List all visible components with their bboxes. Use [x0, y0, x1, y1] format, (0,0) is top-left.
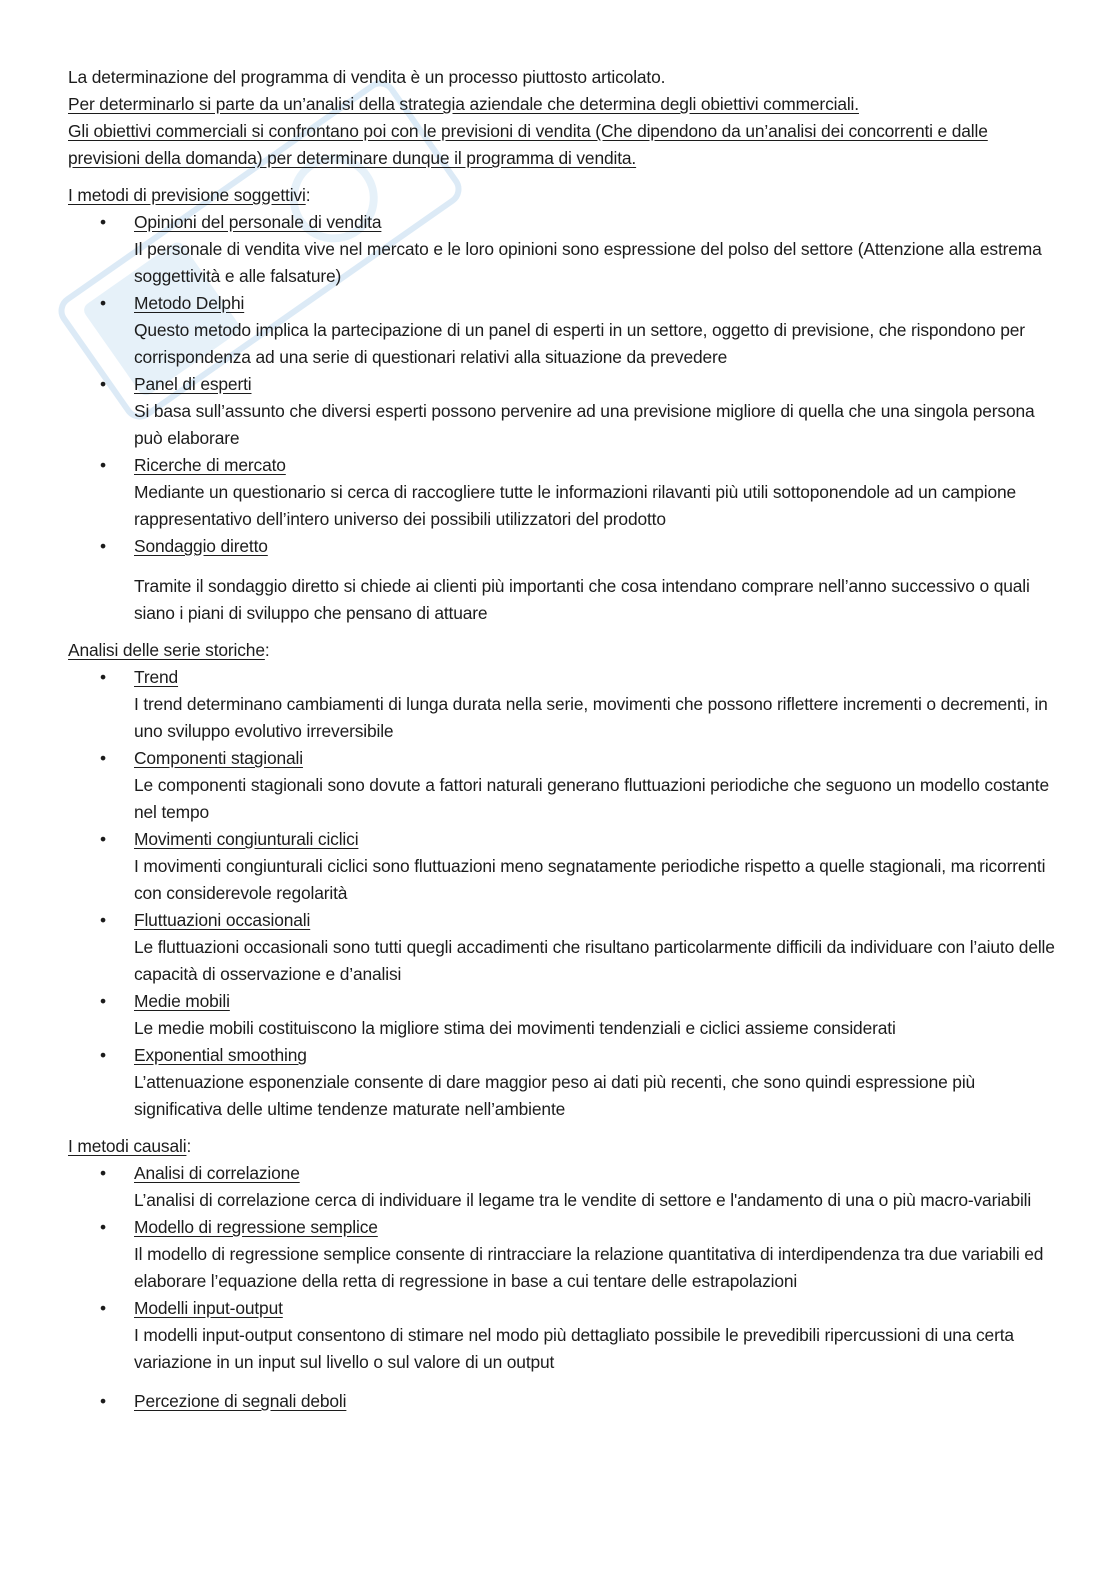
section-serie-storiche: [68, 637, 1058, 1123]
section-causali: [68, 1133, 1058, 1415]
item-list: [68, 664, 1058, 1123]
item-title: • Opinioni del personale di vendita: [134, 212, 382, 232]
section-title: I metodi di previsione soggettivi:: [68, 185, 311, 205]
item-title: • Exponential smoothing: [134, 1045, 307, 1065]
item-title: • Trend: [134, 667, 179, 687]
list-item: [68, 1160, 1058, 1214]
item-list: [68, 209, 1058, 627]
item-title: • Medie mobili: [134, 991, 230, 1011]
item-description: Il personale di vendita vive nel mercato e le loro opinioni sono espressione del polso del settore (Attenzione alla estrema soggettività e alle falsature): [134, 239, 1042, 286]
item-description: Questo metodo implica la partecipazione di un panel di esperti in un settore, oggetto di previsione, che rispondono per corrispondenza ad una serie di questionari relativi alla situazione da prevedere: [134, 320, 1025, 367]
intro-line-1: La determinazione del programma di vendita è un processo piuttosto articolato.: [68, 67, 666, 87]
list-item: [68, 664, 1058, 745]
section-title: I metodi causali:: [68, 1136, 192, 1156]
list-item: [68, 533, 1058, 627]
item-title: • Ricerche di mercato: [134, 455, 286, 475]
list-item: [68, 988, 1058, 1042]
item-title: • Componenti stagionali: [134, 748, 303, 768]
item-description: Le componenti stagionali sono dovute a fattori naturali generano fluttuazioni periodiche che seguono un modello costante nel tempo: [134, 775, 1049, 822]
item-description: Si basa sull’assunto che diversi esperti possono pervenire ad una previsione migliore di quella che una singola persona può elaborare: [134, 401, 1035, 448]
list-item: [68, 290, 1058, 371]
intro-line-2: Per determinarlo si parte da un’analisi della strategia aziendale che determina degli obiettivi commerciali.: [68, 94, 859, 114]
item-title: • Modelli input-output: [134, 1298, 283, 1318]
list-item: [68, 371, 1058, 452]
list-item: [68, 1042, 1058, 1123]
list-item: [68, 1214, 1058, 1295]
list-item: [68, 907, 1058, 988]
item-title: • Modello di regressione semplice: [134, 1217, 378, 1237]
item-description: Il modello di regressione semplice consente di rintracciare la relazione quantitativa di interdipendenza tra due variabili ed elaborare l’equazione della retta di regressione in base a cui tentare delle estrapolazioni: [134, 1244, 1044, 1291]
section-soggettivi: [68, 182, 1058, 627]
section-title: Analisi delle serie storiche:: [68, 640, 270, 660]
item-title: • Fluttuazioni occasionali: [134, 910, 311, 930]
list-item: [68, 1295, 1058, 1376]
item-description: Le medie mobili costituiscono la migliore stima dei movimenti tendenziali e ciclici assieme considerati: [134, 1018, 896, 1038]
list-item: [68, 745, 1058, 826]
item-description: I modelli input-output consentono di stimare nel modo più dettagliato possibile le prevedibili ripercussioni di una certa variazione in un input sul livello o sul valore di un output: [134, 1325, 1014, 1372]
item-title: • Sondaggio diretto: [134, 536, 268, 556]
item-title: • Percezione di segnali deboli: [134, 1391, 347, 1411]
item-description: Tramite il sondaggio diretto si chiede ai clienti più importanti che cosa intendano comprare nell’anno successivo o quali siano i piani di sviluppo che pensano di attuare: [134, 576, 1030, 623]
document-content: [68, 64, 1058, 1415]
item-title: • Panel di esperti: [134, 374, 252, 394]
item-description: L’attenuazione esponenziale consente di dare maggior peso ai dati più recenti, che sono quindi espressione più significativa delle ultime tendenze maturate nell’ambiente: [134, 1072, 976, 1119]
item-description: I trend determinano cambiamenti di lunga durata nella serie, movimenti che possono riflettere incrementi o decrementi, in uno sviluppo evolutivo irreversibile: [134, 694, 1048, 741]
item-description: L’analisi di correlazione cerca di individuare il legame tra le vendite di settore e l'andamento di una o più macro-variabili: [134, 1190, 1032, 1210]
list-item: [68, 452, 1058, 533]
item-title: • Movimenti congiunturali ciclici: [134, 829, 359, 849]
item-list: [68, 1160, 1058, 1415]
list-item: [68, 209, 1058, 290]
item-description: I movimenti congiunturali ciclici sono fluttuazioni meno segnatamente periodiche rispetto a quelle stagionali, ma ricorrenti con considerevole regolarità: [134, 856, 1046, 903]
item-title: • Metodo Delphi: [134, 293, 245, 313]
list-item: [68, 826, 1058, 907]
list-item: [68, 1388, 1058, 1415]
intro-line-3: Gli obiettivi commerciali si confrontano poi con le previsioni di vendita (Che dipendono da un’analisi dei concorrenti e dalle previsioni della domanda) per determinare dunque il programma di vendita.: [68, 121, 988, 168]
item-description: Mediante un questionario si cerca di raccogliere tutte le informazioni rilavanti più utili sottoponendole ad un campione rappresentativo dell’intero universo dei possibili utilizzatori del prodotto: [134, 482, 1017, 529]
item-description: Le fluttuazioni occasionali sono tutti quegli accadimenti che risultano particolarmente difficili da individuare con l’aiuto delle capacità di osservazione e d’analisi: [134, 937, 1055, 984]
item-title: • Analisi di correlazione: [134, 1163, 300, 1183]
